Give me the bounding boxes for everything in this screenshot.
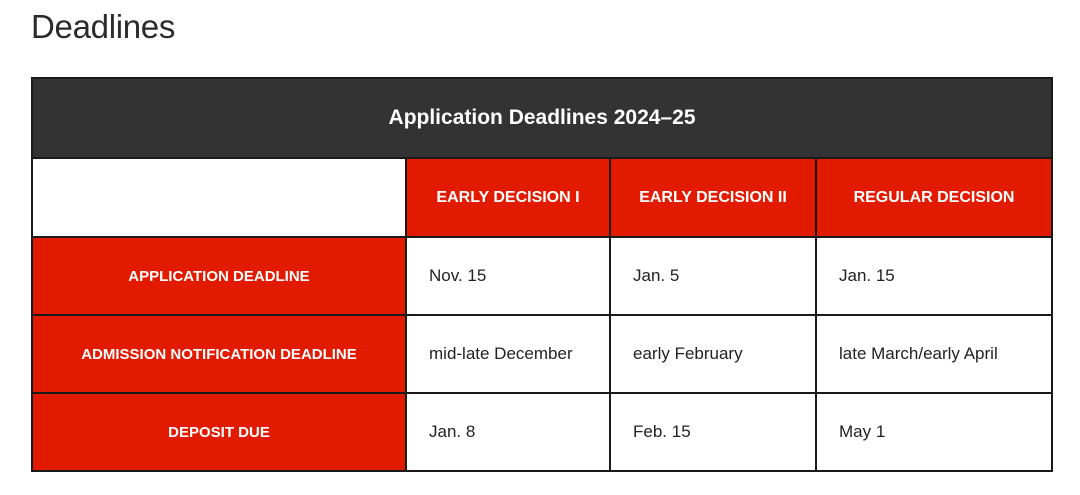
table-row	[32, 393, 1052, 471]
table-cell: Jan. 15	[816, 237, 1052, 315]
table-cell: late March/early April	[816, 315, 1052, 393]
table-caption: Application Deadlines 2024–25	[32, 78, 1052, 158]
row-header-deposit-due: DEPOSIT DUE	[32, 393, 406, 471]
table-row	[32, 315, 1052, 393]
row-header-admission-notification: ADMISSION NOTIFICATION DEADLINE	[32, 315, 406, 393]
column-header-early-decision-2: EARLY DECISION II	[610, 158, 816, 237]
row-header-application-deadline: APPLICATION DEADLINE	[32, 237, 406, 315]
column-header-early-decision-1: EARLY DECISION I	[406, 158, 610, 237]
table-cell: mid-late December	[406, 315, 610, 393]
deadlines-table	[31, 77, 1053, 472]
table-row	[32, 237, 1052, 315]
table-cell: Feb. 15	[610, 393, 816, 471]
table-cell: Jan. 8	[406, 393, 610, 471]
page-title: Deadlines	[31, 8, 176, 45]
table-cell: early February	[610, 315, 816, 393]
table-cell: Nov. 15	[406, 237, 610, 315]
table-cell: May 1	[816, 393, 1052, 471]
column-header-row	[32, 158, 1052, 237]
table-caption-row	[32, 78, 1052, 158]
table-cell: Jan. 5	[610, 237, 816, 315]
column-header-regular-decision: REGULAR DECISION	[816, 158, 1052, 237]
blank-corner-cell	[32, 158, 406, 237]
